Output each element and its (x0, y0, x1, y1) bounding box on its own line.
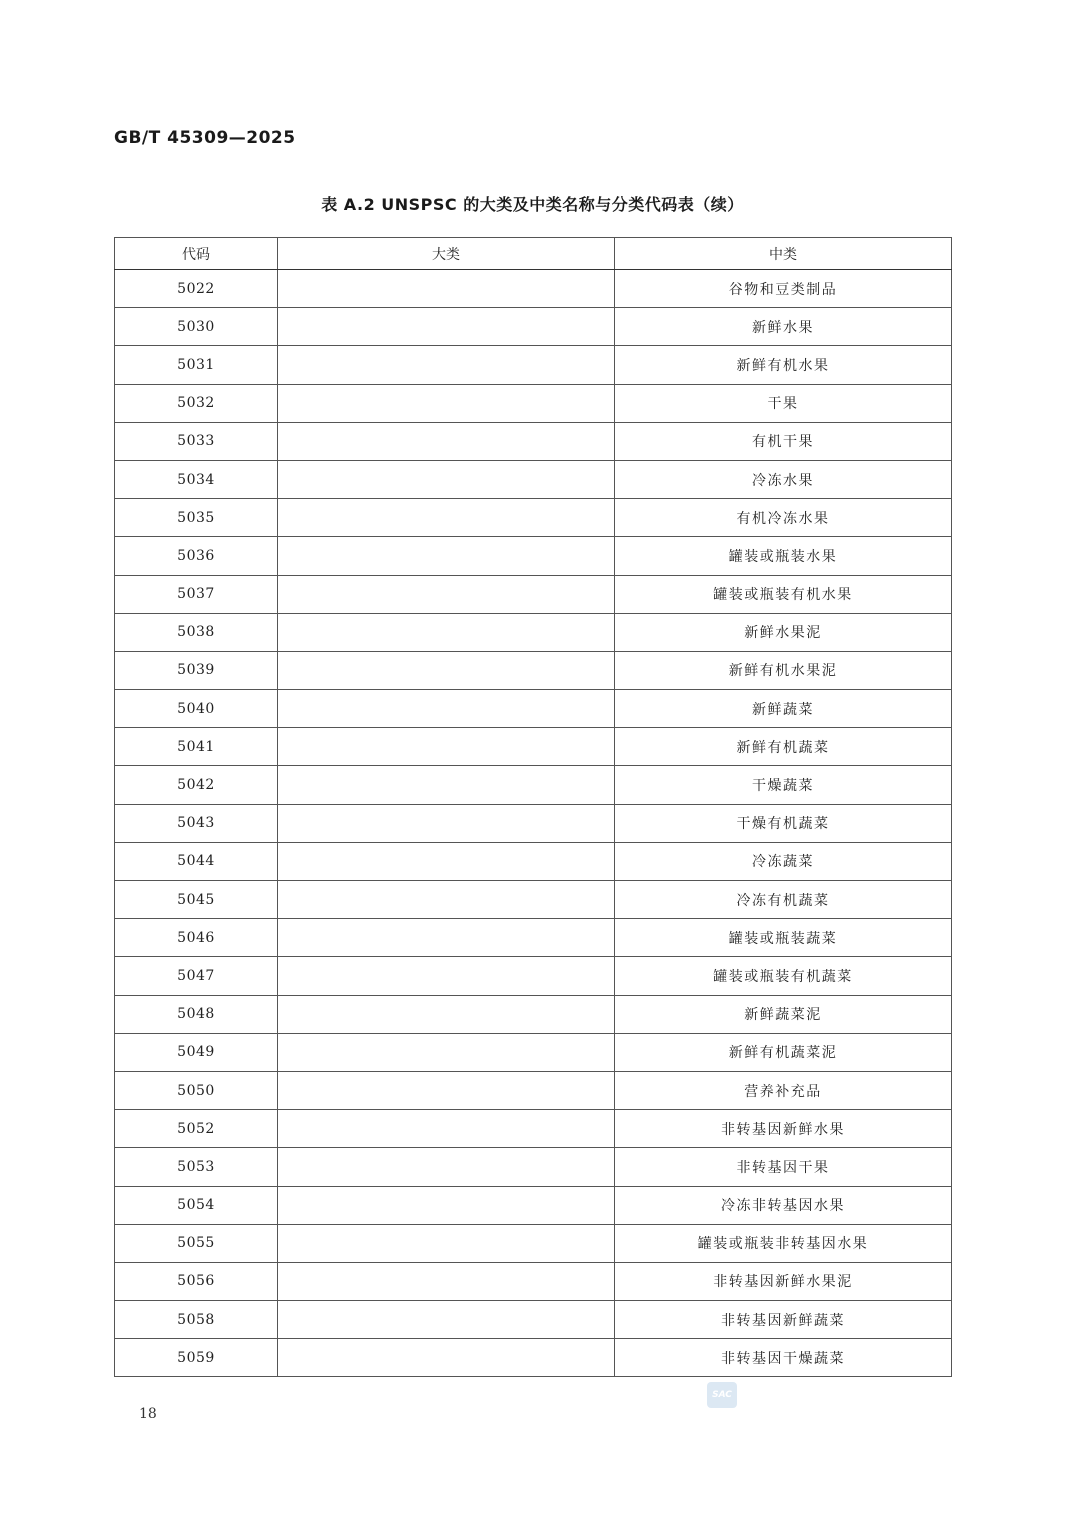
cell-major-category (278, 346, 615, 384)
cell-code: 5049 (115, 1033, 278, 1071)
cell-major-category (278, 1262, 615, 1300)
cell-code: 5040 (115, 690, 278, 728)
table-row (115, 346, 952, 384)
table-row (115, 575, 952, 613)
cell-major-category (278, 881, 615, 919)
table-row (115, 1186, 952, 1224)
cell-code: 5032 (115, 384, 278, 422)
page-number: 18 (139, 1406, 157, 1422)
cell-code: 5058 (115, 1301, 278, 1339)
table-row (115, 728, 952, 766)
cell-mid-category: 罐装或瓶装有机水果 (615, 575, 952, 613)
cell-mid-category: 冷冻水果 (615, 460, 952, 498)
cell-major-category (278, 1071, 615, 1109)
cell-mid-category: 有机冷冻水果 (615, 499, 952, 537)
cell-mid-category: 干燥蔬菜 (615, 766, 952, 804)
cell-code: 5052 (115, 1110, 278, 1148)
cell-code: 5022 (115, 270, 278, 308)
cell-mid-category: 罐装或瓶装有机蔬菜 (615, 957, 952, 995)
table-row (115, 957, 952, 995)
table-row (115, 1071, 952, 1109)
cell-major-category (278, 842, 615, 880)
cell-mid-category: 新鲜有机蔬菜泥 (615, 1033, 952, 1071)
cell-mid-category: 非转基因新鲜水果泥 (615, 1262, 952, 1300)
table-row (115, 308, 952, 346)
classification-table (114, 237, 952, 1377)
cell-mid-category: 罐装或瓶装蔬菜 (615, 919, 952, 957)
cell-major-category (278, 651, 615, 689)
table-row (115, 1148, 952, 1186)
cell-code: 5035 (115, 499, 278, 537)
cell-major-category (278, 1186, 615, 1224)
cell-mid-category: 新鲜有机水果 (615, 346, 952, 384)
cell-code: 5031 (115, 346, 278, 384)
cell-code: 5050 (115, 1071, 278, 1109)
table-body (115, 270, 952, 1377)
cell-mid-category: 新鲜蔬菜泥 (615, 995, 952, 1033)
cell-mid-category: 新鲜有机水果泥 (615, 651, 952, 689)
cell-code: 5042 (115, 766, 278, 804)
cell-major-category (278, 1224, 615, 1262)
table-title: 表 A.2 UNSPSC 的大类及中类名称与分类代码表（续） (321, 195, 744, 214)
cell-code: 5054 (115, 1186, 278, 1224)
table-row (115, 804, 952, 842)
cell-mid-category: 新鲜蔬菜 (615, 690, 952, 728)
cell-major-category (278, 460, 615, 498)
table-row (115, 881, 952, 919)
table-header-row (115, 238, 952, 270)
table-row (115, 651, 952, 689)
cell-major-category (278, 728, 615, 766)
cell-mid-category: 干燥有机蔬菜 (615, 804, 952, 842)
table-row (115, 690, 952, 728)
table-row (115, 1110, 952, 1148)
cell-major-category (278, 384, 615, 422)
cell-major-category (278, 1301, 615, 1339)
header-major-category: 大类 (278, 238, 615, 270)
header-code: 代码 (115, 238, 278, 270)
table-row (115, 1224, 952, 1262)
cell-major-category (278, 613, 615, 651)
cell-major-category (278, 270, 615, 308)
table-row (115, 842, 952, 880)
cell-major-category (278, 995, 615, 1033)
cell-major-category (278, 1148, 615, 1186)
table-row (115, 460, 952, 498)
cell-code: 5043 (115, 804, 278, 842)
cell-major-category (278, 308, 615, 346)
cell-major-category (278, 499, 615, 537)
table-row (115, 422, 952, 460)
table-row (115, 919, 952, 957)
cell-code: 5037 (115, 575, 278, 613)
cell-code: 5039 (115, 651, 278, 689)
cell-code: 5041 (115, 728, 278, 766)
cell-mid-category: 新鲜水果 (615, 308, 952, 346)
cell-code: 5036 (115, 537, 278, 575)
cell-code: 5038 (115, 613, 278, 651)
header-mid-category: 中类 (615, 238, 952, 270)
cell-major-category (278, 537, 615, 575)
table-row (115, 766, 952, 804)
cell-major-category (278, 766, 615, 804)
cell-major-category (278, 957, 615, 995)
cell-code: 5055 (115, 1224, 278, 1262)
cell-code: 5047 (115, 957, 278, 995)
cell-major-category (278, 804, 615, 842)
cell-code: 5059 (115, 1339, 278, 1377)
cell-mid-category: 谷物和豆类制品 (615, 270, 952, 308)
cell-major-category (278, 422, 615, 460)
cell-code: 5030 (115, 308, 278, 346)
cell-code: 5056 (115, 1262, 278, 1300)
table-row (115, 1339, 952, 1377)
cell-code: 5053 (115, 1148, 278, 1186)
table-row (115, 995, 952, 1033)
cell-mid-category: 罐装或瓶装非转基因水果 (615, 1224, 952, 1262)
cell-major-category (278, 1339, 615, 1377)
cell-major-category (278, 575, 615, 613)
cell-mid-category: 非转基因新鲜蔬菜 (615, 1301, 952, 1339)
cell-major-category (278, 919, 615, 957)
table-row (115, 499, 952, 537)
cell-mid-category: 营养补充品 (615, 1071, 952, 1109)
cell-mid-category: 干果 (615, 384, 952, 422)
cell-code: 5044 (115, 842, 278, 880)
cell-mid-category: 非转基因新鲜水果 (615, 1110, 952, 1148)
cell-code: 5048 (115, 995, 278, 1033)
cell-mid-category: 有机干果 (615, 422, 952, 460)
table-row (115, 537, 952, 575)
cell-mid-category: 新鲜有机蔬菜 (615, 728, 952, 766)
cell-mid-category: 非转基因干果 (615, 1148, 952, 1186)
cell-mid-category: 冷冻蔬菜 (615, 842, 952, 880)
cell-code: 5046 (115, 919, 278, 957)
cell-mid-category: 罐装或瓶装水果 (615, 537, 952, 575)
cell-major-category (278, 1110, 615, 1148)
cell-mid-category: 冷冻有机蔬菜 (615, 881, 952, 919)
table-row (115, 384, 952, 422)
table-row (115, 613, 952, 651)
document-id: GB/T 45309—2025 (114, 128, 296, 148)
cell-major-category (278, 1033, 615, 1071)
table-row (115, 1262, 952, 1300)
table-row (115, 1033, 952, 1071)
table-row (115, 270, 952, 308)
cell-code: 5045 (115, 881, 278, 919)
cell-major-category (278, 690, 615, 728)
table-row (115, 1301, 952, 1339)
cell-code: 5034 (115, 460, 278, 498)
cell-mid-category: 冷冻非转基因水果 (615, 1186, 952, 1224)
cell-mid-category: 新鲜水果泥 (615, 613, 952, 651)
cell-code: 5033 (115, 422, 278, 460)
sac-watermark-logo: SAC (707, 1382, 737, 1408)
cell-mid-category: 非转基因干燥蔬菜 (615, 1339, 952, 1377)
